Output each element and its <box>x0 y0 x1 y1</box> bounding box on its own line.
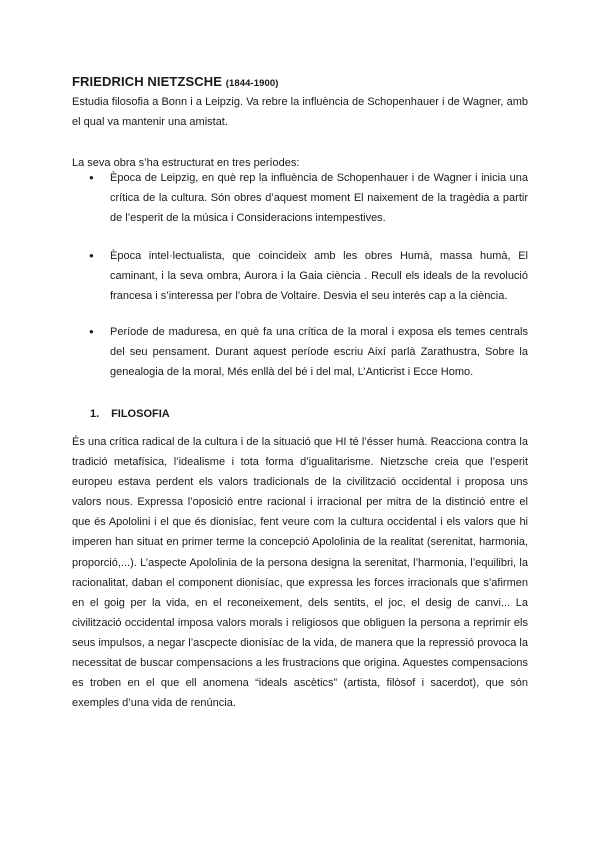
section-title: FILOSOFIA <box>111 408 170 420</box>
title-name: FRIEDRICH NIETZSCHE <box>72 74 222 89</box>
periods-list-1 <box>72 168 528 228</box>
section-body-paragraph: És una crítica radical de la cultura i de la situació que HI té l’ésser humà. Reacciona contra la tradició metafísica, l’idealisme i tota forma d’igualitarisme. Nietzsche creia que l’esperit europeu estava perdent els valors tradicionals de la civilització occidental i proposa uns valors nous. Expressa l’oposició entre racional i irracional per mitra de la distinció entre el que és Apololini i el que és dionisíac, fent veure com la cultura occidental i els valors que hi imperen han situat en primer terme la concepció Apololinia de la realitat (serenitat, harmonia, proporció,...). L’aspecte Apololinia de la persona designa la serenitat, l’harmonia, l’equilibri, la racionalitat, daban el component dionisíac, que expressa les forces irracionals que s’afirmen en el goig per la vida, en el reconeixement, dels sentits, el joc, el desig de canvi... La civilització occidental imposa valors morals i religiosos que obliguen la persona a reprimir els seus impulsos, a negar l’ascpecte dionisíac de la vida, de manera que la repressió provoca la necessitat de buscar compensacions a les frustracions que origina. Aquestes compensacions es troben en el que ell anomena “ideals ascètics” (artista, filòsof i sacerdot), que són exemples d’una vida de renúncia. <box>72 436 528 710</box>
section-heading-filosofia <box>90 408 170 420</box>
intro-paragraph: Estudia filosofia a Bonn i a Leipzig. Va rebre la influència de Schopenhauer i de Wagner, amb el qual va mantenir una amistat. <box>72 96 528 129</box>
period-item-maturity: ● Període de maduresa, en què fa una crítica de la moral i exposa els temes centrals del seu pensament. Durant aquest període escriu Així parlà Zarathustra, Sobre la genealogia de la moral, Més enllà del bé i del mal, L’Anticrist i Ecce Homo. <box>72 322 528 382</box>
period-item-leipzig: ● Època de Leipzig, en què rep la influència de Schopenhauer i de Wagner i inicia una crítica de la cultura. Són obres d’aquest moment El naixement de la tragèdia a partir de l’esperit de la música i Consideracions intempestives. <box>72 168 528 228</box>
periods-list-2 <box>72 246 528 306</box>
period-item-intellectualist: ● Època intel·lectualista, que coincideix amb les obres Humà, massa humà, El caminant, i la seva ombra, Aurora i la Gaia ciència . Recull els ideals de la revolució francesa i s’interessa per l’obra de Voltaire. Desvia el seu interès cap a la ciència. <box>72 246 528 306</box>
periods-list-3 <box>72 322 528 382</box>
periods-lead: La seva obra s’ha estructurat en tres períodes: <box>72 157 300 169</box>
section-number: 1. <box>90 408 100 420</box>
page-title <box>72 74 279 89</box>
title-years: (1844-1900) <box>225 78 279 89</box>
